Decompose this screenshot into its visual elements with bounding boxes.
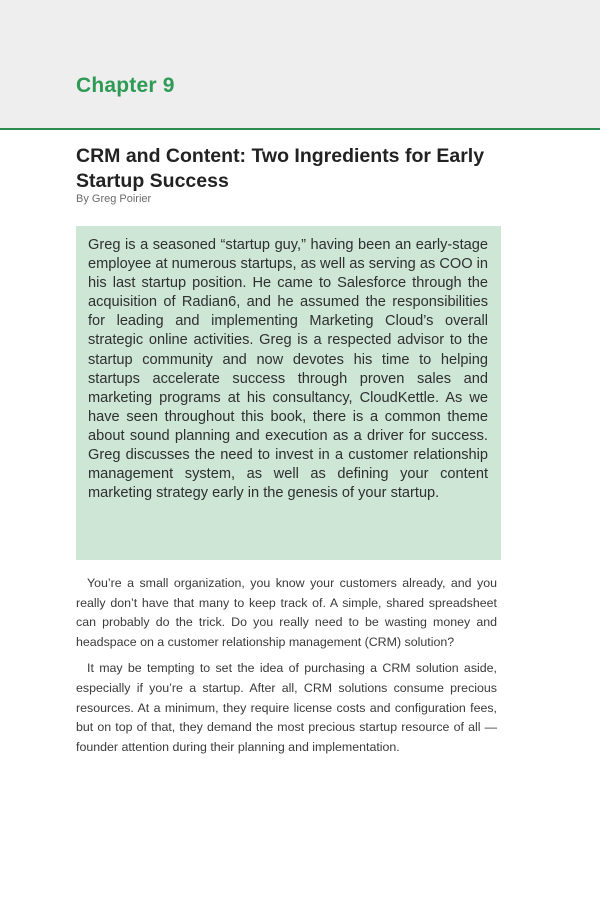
article-body bbox=[76, 574, 497, 764]
chapter-header-band bbox=[0, 0, 600, 130]
author-bio-text: Greg is a seasoned “startup guy,” having been an early-stage employee at numerous startups, as well as serving as COO in his last startup position. He came to Salesforce through the acquisition of Radian6, and he assumed the responsibilities for leading and implementing Marketing Cloud’s overall strategic online activities. Greg is a respected advisor to the startup community and now devotes his time to helping startups accelerate success through proven sales and marketing programs at his consultancy, CloudKettle. As we have seen throughout this book, there is a common theme about sound planning and execution as a driver for success. Greg discusses the need to invest in a customer relationship management system, as well as defining your content marketing strategy early in the genesis of your startup. bbox=[88, 237, 488, 502]
body-paragraph-2: It may be tempting to set the idea of purchasing a CRM solution aside, especially if you’re a startup. After all, CRM solutions consume precious resources. At a minimum, they require license costs and configuration fees, but on top of that, they demand the most precious startup resource of all — founder attention during their planning and implementation. bbox=[76, 661, 497, 754]
author-bio-box bbox=[76, 226, 501, 560]
body-paragraph-1: You’re a small organization, you know your customers already, and you really don’t have that many to keep track of. A simple, shared spreadsheet can probably do the trick. Do you really need to be wasting money and headspace on a customer relationship management (CRM) solution? bbox=[76, 576, 497, 649]
article-title: CRM and Content: Two Ingredients for Early Startup Success bbox=[76, 145, 485, 192]
chapter-label: Chapter 9 bbox=[76, 74, 175, 97]
author-byline: By Greg Poirier bbox=[76, 193, 152, 205]
